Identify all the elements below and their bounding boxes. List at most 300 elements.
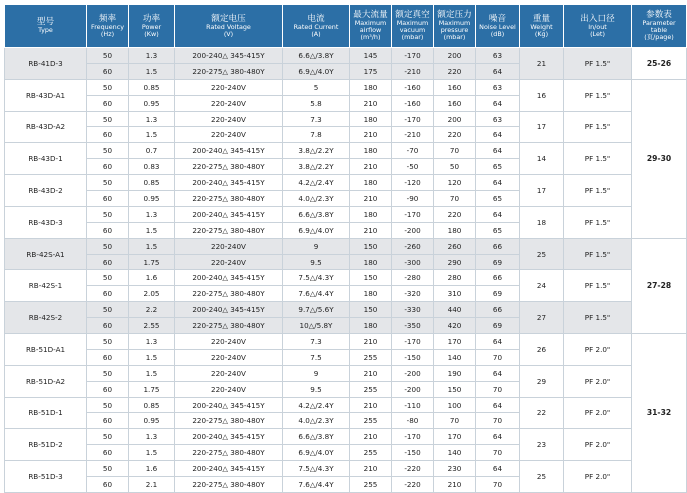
header-label-zh: 额定电压 bbox=[211, 13, 246, 24]
power-cell: 1.5 bbox=[129, 222, 175, 238]
vacuum-cell: -120 bbox=[392, 175, 434, 191]
header-label-zh: 噪音 bbox=[488, 13, 507, 24]
vacuum-cell: -110 bbox=[392, 397, 434, 413]
table-row bbox=[5, 461, 687, 477]
header-label-en: Type bbox=[38, 26, 53, 35]
model-cell: RB-51D-2 bbox=[5, 429, 87, 461]
model-cell: RB-51D-1 bbox=[5, 397, 87, 429]
current-cell: 3.8△/2.2Y bbox=[283, 143, 350, 159]
voltage-cell: 200-240△ 345-415Y bbox=[175, 397, 283, 413]
voltage-cell: 200-240△ 345-415Y bbox=[175, 429, 283, 445]
current-cell: 4.0△/2.3Y bbox=[283, 191, 350, 207]
noise-cell: 65 bbox=[476, 159, 520, 175]
header-label-zh: 出入口径 bbox=[580, 13, 615, 24]
header-rated-current bbox=[283, 5, 350, 48]
airflow-cell: 180 bbox=[350, 175, 392, 191]
port-cell: PF 1.5" bbox=[564, 302, 632, 334]
power-cell: 0.85 bbox=[129, 175, 175, 191]
voltage-cell: 220-275△ 380-480Y bbox=[175, 413, 283, 429]
frequency-cell: 50 bbox=[87, 206, 129, 222]
header-parameter-table bbox=[632, 5, 687, 48]
airflow-cell: 210 bbox=[350, 429, 392, 445]
voltage-cell: 220-275△ 380-480Y bbox=[175, 63, 283, 79]
pressure-cell: 280 bbox=[434, 270, 476, 286]
header-label-zh: 额定真空 bbox=[395, 10, 430, 21]
airflow-cell: 210 bbox=[350, 365, 392, 381]
frequency-cell: 50 bbox=[87, 143, 129, 159]
voltage-cell: 220-240V bbox=[175, 334, 283, 350]
airflow-cell: 255 bbox=[350, 413, 392, 429]
header-label-en: (m³/h) bbox=[360, 32, 381, 41]
port-cell: PF 1.5" bbox=[564, 206, 632, 238]
header-label-en: (Kg) bbox=[534, 29, 549, 38]
header-label-zh: 额定压力 bbox=[437, 10, 472, 21]
model-cell: RB-51D-3 bbox=[5, 461, 87, 493]
table-body bbox=[5, 48, 687, 493]
vacuum-cell: -200 bbox=[392, 222, 434, 238]
voltage-cell: 200-240△ 345-415Y bbox=[175, 270, 283, 286]
weight-cell: 24 bbox=[520, 270, 564, 302]
voltage-cell: 220-240V bbox=[175, 254, 283, 270]
power-cell: 1.5 bbox=[129, 238, 175, 254]
airflow-cell: 175 bbox=[350, 63, 392, 79]
port-cell: PF 1.5" bbox=[564, 143, 632, 175]
model-cell: RB-43D-2 bbox=[5, 175, 87, 207]
header-noise-level bbox=[476, 5, 520, 48]
parameter-spec-table bbox=[4, 4, 687, 493]
header-label-en: Rated Current bbox=[293, 22, 339, 31]
voltage-cell: 200-240△ 345-415Y bbox=[175, 175, 283, 191]
header-label-zh: 最大流量 bbox=[353, 10, 388, 21]
current-cell: 3.8△/2.2Y bbox=[283, 159, 350, 175]
pressure-cell: 160 bbox=[434, 95, 476, 111]
frequency-cell: 50 bbox=[87, 397, 129, 413]
header-power bbox=[129, 5, 175, 48]
port-cell: PF 1.5" bbox=[564, 111, 632, 143]
port-cell: PF 2.0" bbox=[564, 429, 632, 461]
weight-cell: 25 bbox=[520, 238, 564, 270]
table-row bbox=[5, 175, 687, 191]
frequency-cell: 60 bbox=[87, 286, 129, 302]
pressure-cell: 420 bbox=[434, 318, 476, 334]
vacuum-cell: -220 bbox=[392, 461, 434, 477]
header-label-en: Parameter bbox=[642, 19, 676, 28]
frequency-cell: 60 bbox=[87, 95, 129, 111]
header-label-en: Weight bbox=[530, 22, 553, 31]
vacuum-cell: -300 bbox=[392, 254, 434, 270]
header-label-en: Rated Voltage bbox=[206, 22, 251, 31]
power-cell: 1.3 bbox=[129, 206, 175, 222]
pressure-cell: 180 bbox=[434, 222, 476, 238]
model-cell: RB-41D-3 bbox=[5, 48, 87, 80]
noise-cell: 64 bbox=[476, 365, 520, 381]
pressure-cell: 200 bbox=[434, 48, 476, 64]
airflow-cell: 255 bbox=[350, 349, 392, 365]
spec-table-container bbox=[4, 4, 676, 493]
airflow-cell: 255 bbox=[350, 477, 392, 493]
header-label-zh: 参数表 bbox=[646, 10, 672, 21]
airflow-cell: 150 bbox=[350, 270, 392, 286]
vacuum-cell: -80 bbox=[392, 413, 434, 429]
current-cell: 6.6△/3.8Y bbox=[283, 48, 350, 64]
vacuum-cell: -50 bbox=[392, 159, 434, 175]
power-cell: 1.5 bbox=[129, 365, 175, 381]
current-cell: 7.8 bbox=[283, 127, 350, 143]
airflow-cell: 180 bbox=[350, 318, 392, 334]
port-cell: PF 1.5" bbox=[564, 270, 632, 302]
pressure-cell: 100 bbox=[434, 397, 476, 413]
pressure-cell: 120 bbox=[434, 175, 476, 191]
pressure-cell: 140 bbox=[434, 445, 476, 461]
vacuum-cell: -170 bbox=[392, 334, 434, 350]
power-cell: 1.5 bbox=[129, 127, 175, 143]
power-cell: 1.75 bbox=[129, 381, 175, 397]
power-cell: 0.85 bbox=[129, 79, 175, 95]
power-cell: 1.75 bbox=[129, 254, 175, 270]
current-cell: 5.8 bbox=[283, 95, 350, 111]
current-cell: 9 bbox=[283, 238, 350, 254]
weight-cell: 17 bbox=[520, 175, 564, 207]
noise-cell: 65 bbox=[476, 191, 520, 207]
vacuum-cell: -170 bbox=[392, 48, 434, 64]
header-label-en: (Hz) bbox=[100, 29, 115, 38]
table-row bbox=[5, 397, 687, 413]
vacuum-cell: -210 bbox=[392, 127, 434, 143]
header-label-zh: 电流 bbox=[307, 13, 325, 24]
vacuum-cell: -170 bbox=[392, 206, 434, 222]
weight-cell: 16 bbox=[520, 79, 564, 111]
header-label-zh: 型号 bbox=[36, 17, 55, 28]
pressure-cell: 440 bbox=[434, 302, 476, 318]
model-cell: RB-43D-1 bbox=[5, 143, 87, 175]
airflow-cell: 145 bbox=[350, 48, 392, 64]
noise-cell: 64 bbox=[476, 206, 520, 222]
airflow-cell: 255 bbox=[350, 381, 392, 397]
frequency-cell: 50 bbox=[87, 175, 129, 191]
power-cell: 1.3 bbox=[129, 48, 175, 64]
voltage-cell: 220-275△ 380-480Y bbox=[175, 318, 283, 334]
frequency-cell: 60 bbox=[87, 159, 129, 175]
pressure-cell: 220 bbox=[434, 127, 476, 143]
current-cell: 6.6△/3.8Y bbox=[283, 206, 350, 222]
current-cell: 10△/5.8Y bbox=[283, 318, 350, 334]
weight-cell: 18 bbox=[520, 206, 564, 238]
airflow-cell: 180 bbox=[350, 254, 392, 270]
frequency-cell: 60 bbox=[87, 413, 129, 429]
pressure-cell: 190 bbox=[434, 365, 476, 381]
table-row bbox=[5, 79, 687, 95]
pressure-cell: 170 bbox=[434, 429, 476, 445]
noise-cell: 63 bbox=[476, 48, 520, 64]
pressure-cell: 220 bbox=[434, 63, 476, 79]
current-cell: 9 bbox=[283, 365, 350, 381]
vacuum-cell: -320 bbox=[392, 286, 434, 302]
voltage-cell: 220-275△ 380-480Y bbox=[175, 222, 283, 238]
header-rated-voltage bbox=[175, 5, 283, 48]
weight-cell: 23 bbox=[520, 429, 564, 461]
voltage-cell: 220-240V bbox=[175, 365, 283, 381]
power-cell: 0.83 bbox=[129, 159, 175, 175]
noise-cell: 66 bbox=[476, 302, 520, 318]
pressure-cell: 70 bbox=[434, 143, 476, 159]
model-cell: RB-42S-2 bbox=[5, 302, 87, 334]
voltage-cell: 220-240V bbox=[175, 95, 283, 111]
noise-cell: 64 bbox=[476, 127, 520, 143]
frequency-cell: 60 bbox=[87, 318, 129, 334]
power-cell: 1.3 bbox=[129, 334, 175, 350]
model-cell: RB-51D-A2 bbox=[5, 365, 87, 397]
frequency-cell: 50 bbox=[87, 365, 129, 381]
header-max-vacuum bbox=[392, 5, 434, 48]
voltage-cell: 200-240△ 345-415Y bbox=[175, 143, 283, 159]
weight-cell: 22 bbox=[520, 397, 564, 429]
vacuum-cell: -170 bbox=[392, 111, 434, 127]
weight-cell: 21 bbox=[520, 48, 564, 80]
current-cell: 7.3 bbox=[283, 111, 350, 127]
header-label-en: (mbar) bbox=[443, 32, 466, 41]
port-cell: PF 1.5" bbox=[564, 48, 632, 80]
vacuum-cell: -90 bbox=[392, 191, 434, 207]
noise-cell: 65 bbox=[476, 222, 520, 238]
noise-cell: 69 bbox=[476, 318, 520, 334]
port-cell: PF 2.0" bbox=[564, 334, 632, 366]
noise-cell: 64 bbox=[476, 334, 520, 350]
noise-cell: 64 bbox=[476, 461, 520, 477]
current-cell: 9.5 bbox=[283, 254, 350, 270]
pressure-cell: 50 bbox=[434, 159, 476, 175]
current-cell: 7.5△/4.3Y bbox=[283, 270, 350, 286]
header-in-out-port bbox=[564, 5, 632, 48]
noise-cell: 70 bbox=[476, 413, 520, 429]
frequency-cell: 50 bbox=[87, 334, 129, 350]
model-cell: RB-43D-A1 bbox=[5, 79, 87, 111]
frequency-cell: 50 bbox=[87, 79, 129, 95]
port-cell: PF 2.0" bbox=[564, 397, 632, 429]
table-row bbox=[5, 238, 687, 254]
current-cell: 7.5 bbox=[283, 349, 350, 365]
port-cell: PF 1.5" bbox=[564, 175, 632, 207]
noise-cell: 69 bbox=[476, 254, 520, 270]
voltage-cell: 220-240V bbox=[175, 238, 283, 254]
table-row bbox=[5, 143, 687, 159]
voltage-cell: 220-240V bbox=[175, 79, 283, 95]
header-weight bbox=[520, 5, 564, 48]
current-cell: 4.2△/2.4Y bbox=[283, 175, 350, 191]
header-model bbox=[5, 5, 87, 48]
frequency-cell: 60 bbox=[87, 127, 129, 143]
vacuum-cell: -70 bbox=[392, 143, 434, 159]
current-cell: 6.9△/4.0Y bbox=[283, 222, 350, 238]
pressure-cell: 170 bbox=[434, 334, 476, 350]
airflow-cell: 210 bbox=[350, 222, 392, 238]
airflow-cell: 210 bbox=[350, 334, 392, 350]
header-row bbox=[5, 5, 687, 48]
pressure-cell: 140 bbox=[434, 349, 476, 365]
header-label-en: (页/page) bbox=[644, 32, 674, 41]
power-cell: 2.05 bbox=[129, 286, 175, 302]
vacuum-cell: -200 bbox=[392, 381, 434, 397]
noise-cell: 66 bbox=[476, 238, 520, 254]
noise-cell: 64 bbox=[476, 95, 520, 111]
vacuum-cell: -170 bbox=[392, 429, 434, 445]
power-cell: 0.95 bbox=[129, 413, 175, 429]
pressure-cell: 70 bbox=[434, 413, 476, 429]
port-cell: PF 2.0" bbox=[564, 461, 632, 493]
frequency-cell: 50 bbox=[87, 461, 129, 477]
voltage-cell: 220-275△ 380-480Y bbox=[175, 477, 283, 493]
airflow-cell: 180 bbox=[350, 111, 392, 127]
voltage-cell: 220-275△ 380-480Y bbox=[175, 286, 283, 302]
noise-cell: 66 bbox=[476, 270, 520, 286]
current-cell: 6.9△/4.0Y bbox=[283, 63, 350, 79]
airflow-cell: 210 bbox=[350, 159, 392, 175]
header-label-en: (V) bbox=[223, 29, 234, 38]
power-cell: 1.3 bbox=[129, 111, 175, 127]
noise-cell: 64 bbox=[476, 143, 520, 159]
current-cell: 9.5 bbox=[283, 381, 350, 397]
current-cell: 6.6△/3.8Y bbox=[283, 429, 350, 445]
pressure-cell: 220 bbox=[434, 206, 476, 222]
frequency-cell: 60 bbox=[87, 222, 129, 238]
vacuum-cell: -280 bbox=[392, 270, 434, 286]
frequency-cell: 50 bbox=[87, 429, 129, 445]
vacuum-cell: -150 bbox=[392, 349, 434, 365]
power-cell: 2.2 bbox=[129, 302, 175, 318]
frequency-cell: 60 bbox=[87, 63, 129, 79]
current-cell: 7.5△/4.3Y bbox=[283, 461, 350, 477]
airflow-cell: 210 bbox=[350, 95, 392, 111]
header-label-en: table bbox=[650, 26, 668, 35]
weight-cell: 17 bbox=[520, 111, 564, 143]
airflow-cell: 210 bbox=[350, 461, 392, 477]
frequency-cell: 50 bbox=[87, 270, 129, 286]
voltage-cell: 220-240V bbox=[175, 349, 283, 365]
header-label-zh: 重量 bbox=[532, 13, 551, 24]
airflow-cell: 150 bbox=[350, 302, 392, 318]
weight-cell: 29 bbox=[520, 365, 564, 397]
header-label-zh: 功率 bbox=[142, 13, 161, 24]
vacuum-cell: -330 bbox=[392, 302, 434, 318]
voltage-cell: 220-275△ 380-480Y bbox=[175, 159, 283, 175]
power-cell: 1.6 bbox=[129, 461, 175, 477]
model-cell: RB-43D-A2 bbox=[5, 111, 87, 143]
vacuum-cell: -260 bbox=[392, 238, 434, 254]
vacuum-cell: -220 bbox=[392, 477, 434, 493]
table-row bbox=[5, 429, 687, 445]
voltage-cell: 220-275△ 380-480Y bbox=[175, 191, 283, 207]
header-label-zh: 频率 bbox=[98, 13, 117, 24]
model-cell: RB-43D-3 bbox=[5, 206, 87, 238]
airflow-cell: 150 bbox=[350, 238, 392, 254]
vacuum-cell: -350 bbox=[392, 318, 434, 334]
frequency-cell: 60 bbox=[87, 349, 129, 365]
frequency-cell: 60 bbox=[87, 477, 129, 493]
header-label-en: (A) bbox=[311, 29, 321, 38]
voltage-cell: 220-240V bbox=[175, 111, 283, 127]
power-cell: 1.6 bbox=[129, 270, 175, 286]
power-cell: 0.85 bbox=[129, 397, 175, 413]
power-cell: 0.95 bbox=[129, 191, 175, 207]
current-cell: 7.6△/4.4Y bbox=[283, 477, 350, 493]
vacuum-cell: -200 bbox=[392, 365, 434, 381]
power-cell: 0.95 bbox=[129, 95, 175, 111]
model-cell: RB-42S-A1 bbox=[5, 238, 87, 270]
vacuum-cell: -160 bbox=[392, 79, 434, 95]
weight-cell: 14 bbox=[520, 143, 564, 175]
pressure-cell: 160 bbox=[434, 79, 476, 95]
pressure-cell: 210 bbox=[434, 477, 476, 493]
frequency-cell: 60 bbox=[87, 254, 129, 270]
noise-cell: 70 bbox=[476, 349, 520, 365]
header-label-en: Frequency bbox=[90, 22, 124, 31]
pressure-cell: 260 bbox=[434, 238, 476, 254]
vacuum-cell: -150 bbox=[392, 445, 434, 461]
current-cell: 6.9△/4.0Y bbox=[283, 445, 350, 461]
header-max-pressure bbox=[434, 5, 476, 48]
power-cell: 1.5 bbox=[129, 445, 175, 461]
voltage-cell: 200-240△ 345-415Y bbox=[175, 48, 283, 64]
airflow-cell: 180 bbox=[350, 286, 392, 302]
table-row bbox=[5, 48, 687, 64]
parameter-page-cell: 27-28 bbox=[632, 238, 687, 333]
airflow-cell: 255 bbox=[350, 445, 392, 461]
header-label-en: Maximum bbox=[396, 19, 429, 28]
frequency-cell: 60 bbox=[87, 191, 129, 207]
pressure-cell: 290 bbox=[434, 254, 476, 270]
current-cell: 4.2△/2.4Y bbox=[283, 397, 350, 413]
airflow-cell: 180 bbox=[350, 79, 392, 95]
noise-cell: 64 bbox=[476, 175, 520, 191]
airflow-cell: 180 bbox=[350, 143, 392, 159]
pressure-cell: 70 bbox=[434, 191, 476, 207]
table-row bbox=[5, 270, 687, 286]
frequency-cell: 50 bbox=[87, 238, 129, 254]
header-label-en: (Kw) bbox=[144, 29, 159, 38]
voltage-cell: 200-240△ 345-415Y bbox=[175, 302, 283, 318]
airflow-cell: 210 bbox=[350, 397, 392, 413]
port-cell: PF 1.5" bbox=[564, 79, 632, 111]
port-cell: PF 2.0" bbox=[564, 365, 632, 397]
table-row bbox=[5, 302, 687, 318]
noise-cell: 63 bbox=[476, 79, 520, 95]
table-row bbox=[5, 206, 687, 222]
noise-cell: 70 bbox=[476, 477, 520, 493]
frequency-cell: 50 bbox=[87, 302, 129, 318]
pressure-cell: 200 bbox=[434, 111, 476, 127]
header-label-en: (dB) bbox=[490, 29, 505, 38]
header-max-airflow bbox=[350, 5, 392, 48]
weight-cell: 26 bbox=[520, 334, 564, 366]
airflow-cell: 210 bbox=[350, 127, 392, 143]
header-label-en: vacuum bbox=[399, 26, 426, 35]
current-cell: 4.0△/2.3Y bbox=[283, 413, 350, 429]
noise-cell: 64 bbox=[476, 63, 520, 79]
weight-cell: 25 bbox=[520, 461, 564, 493]
table-row bbox=[5, 334, 687, 350]
header-label-en: (mbar) bbox=[401, 32, 424, 41]
frequency-cell: 60 bbox=[87, 445, 129, 461]
noise-cell: 64 bbox=[476, 397, 520, 413]
airflow-cell: 210 bbox=[350, 191, 392, 207]
header-label-en: pressure bbox=[440, 26, 469, 35]
noise-cell: 70 bbox=[476, 381, 520, 397]
header-frequency bbox=[87, 5, 129, 48]
voltage-cell: 220-240V bbox=[175, 127, 283, 143]
noise-cell: 70 bbox=[476, 445, 520, 461]
header-label-en: In/out bbox=[588, 22, 607, 31]
frequency-cell: 50 bbox=[87, 48, 129, 64]
voltage-cell: 200-240△ 345-415Y bbox=[175, 206, 283, 222]
